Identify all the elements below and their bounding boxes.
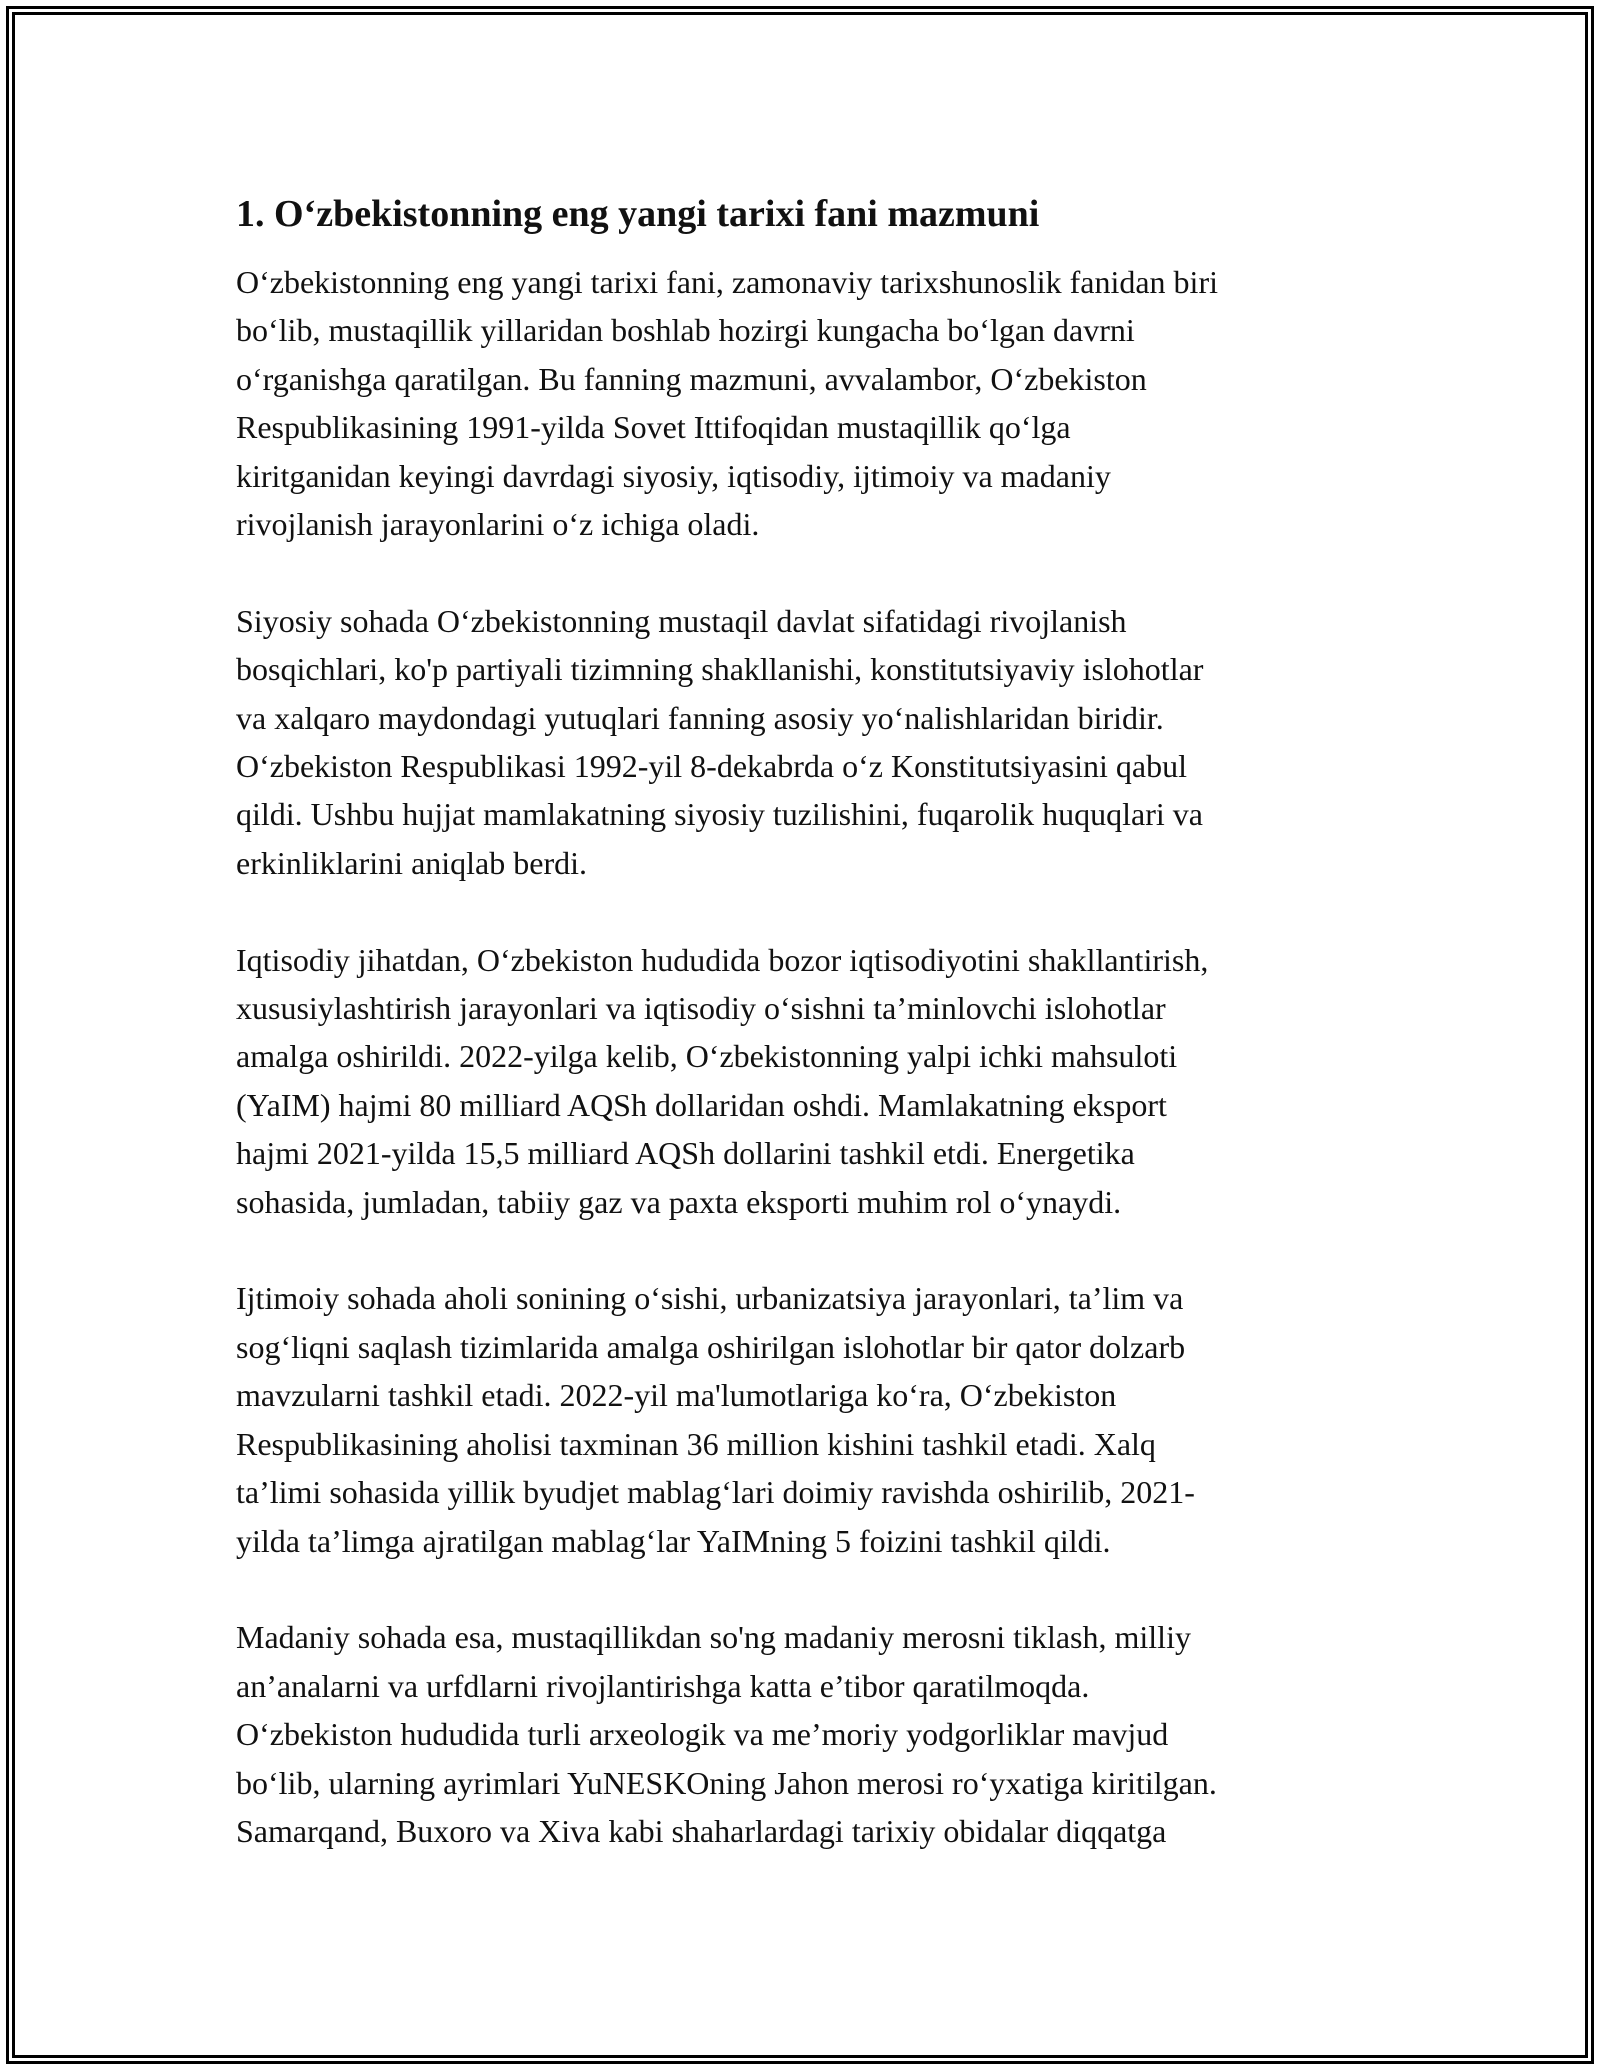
- paragraph-gap: [236, 1226, 1376, 1274]
- text-line: O‘zbekistonning eng yangi tarixi fani, zamonaviy tarixshunoslik fanidan biri: [236, 264, 1218, 300]
- text-line: Respublikasining aholisi taxminan 36 million kishini tashkil etadi. Xalq: [236, 1425, 1156, 1462]
- text-line: Iqtisodiy jihatdan, O‘zbekiston hududida bozor iqtisodiyotini shakllantirish,: [236, 941, 1209, 978]
- text-line: o‘rganishga qaratilgan. Bu fanning mazmuni, avvalambor, O‘zbekiston: [236, 360, 1147, 397]
- paragraph-1: [236, 258, 1376, 548]
- text-line: bo‘lib, mustaqillik yillaridan boshlab hozirgi kungacha bo‘lgan davrni: [236, 312, 1135, 349]
- text-line: Ijtimoiy sohada aholi sonining o‘sishi, urbanizatsiya jarayonlari, ta’lim va: [236, 1280, 1184, 1317]
- paragraph-gap: [236, 1565, 1376, 1613]
- text-line: xususiylashtirish jarayonlari va iqtisodiy o‘sishni ta’minlovchi islohotlar: [236, 990, 1166, 1027]
- paragraph-list: [236, 258, 1376, 1855]
- text-line: amalga oshirildi. 2022-yilga kelib, O‘zbekistonning yalpi ichki mahsuloti: [236, 1038, 1178, 1075]
- section-heading: 1. O‘zbekistonning eng yangi tarixi fani mazmuni: [236, 193, 1040, 235]
- paragraph-3: [236, 936, 1376, 1226]
- text-line: Respublikasining 1991-yilda Sovet Ittifoqidan mustaqillik qo‘lga: [236, 409, 1071, 446]
- text-line: rivojlanish jarayonlarini o‘z ichiga oladi.: [236, 506, 760, 543]
- text-line: an’analarni va urfdlarni rivojlantirishga katta e’tibor qaratilmoqda.: [236, 1667, 1090, 1704]
- text-line: Madaniy sohada esa, mustaqillikdan so'ng madaniy merosni tiklash, milliy: [236, 1619, 1191, 1656]
- text-line: Siyosiy sohada O‘zbekistonning mustaqil davlat sifatidagi rivojlanish: [236, 602, 1127, 639]
- paragraph-4: [236, 1274, 1376, 1564]
- text-line: bo‘lib, ularning ayrimlari YuNESKOning Jahon merosi ro‘yxatiga kiritilgan.: [236, 1764, 1217, 1801]
- text-line: va xalqaro maydondagi yutuqlari fanning asosiy yo‘nalishlaridan biridir.: [236, 699, 1164, 736]
- text-line: O‘zbekiston Respublikasi 1992-yil 8-dekabrda o‘z Konstitutsiyasini qabul: [236, 748, 1187, 785]
- text-line: ta’limi sohasida yillik byudjet mablag‘lari doimiy ravishda oshirilib, 2021-: [236, 1474, 1195, 1511]
- text-line: (YaIM) hajmi 80 milliard AQSh dollaridan oshdi. Mamlakatning eksport: [236, 1086, 1167, 1123]
- text-line: mavzularni tashkil etadi. 2022-yil ma'lumotlariga ko‘ra, O‘zbekiston: [236, 1377, 1117, 1414]
- text-line: bosqichlari, ko'p partiyali tizimning shakllanishi, konstitutsiyaviy islohotlar: [236, 651, 1204, 688]
- text-line: sohasida, jumladan, tabiiy gaz va paxta eksporti muhim rol o‘ynaydi.: [236, 1183, 1122, 1220]
- text-line: hajmi 2021-yilda 15,5 milliard AQSh dollarini tashkil etdi. Energetika: [236, 1135, 1135, 1172]
- text-line: sog‘liqni saqlash tizimlarida amalga oshirilgan islohotlar bir qator dolzarb: [236, 1328, 1186, 1365]
- paragraph-2: [236, 597, 1376, 887]
- text-line: qildi. Ushbu hujjat mamlakatning siyosiy tuzilishini, fuqarolik huquqlari va: [236, 796, 1203, 833]
- text-line: Samarqand, Buxoro va Xiva kabi shaharlardagi tarixiy obidalar diqqatga: [236, 1812, 1167, 1849]
- text-line: kiritganidan keyingi davrdagi siyosiy, iqtisodiy, ijtimoiy va madaniy: [236, 457, 1111, 494]
- document-body: [236, 186, 1376, 1855]
- text-line: yilda ta’limga ajratilgan mablag‘lar YaIMning 5 foizini tashkil qildi.: [236, 1522, 1111, 1559]
- text-line: O‘zbekiston hududida turli arxeologik va me’moriy yodgorliklar mavjud: [236, 1716, 1169, 1753]
- paragraph-gap: [236, 887, 1376, 935]
- text-line: erkinliklarini aniqlab berdi.: [236, 844, 587, 881]
- paragraph-5: [236, 1613, 1376, 1855]
- paragraph-gap: [236, 548, 1376, 596]
